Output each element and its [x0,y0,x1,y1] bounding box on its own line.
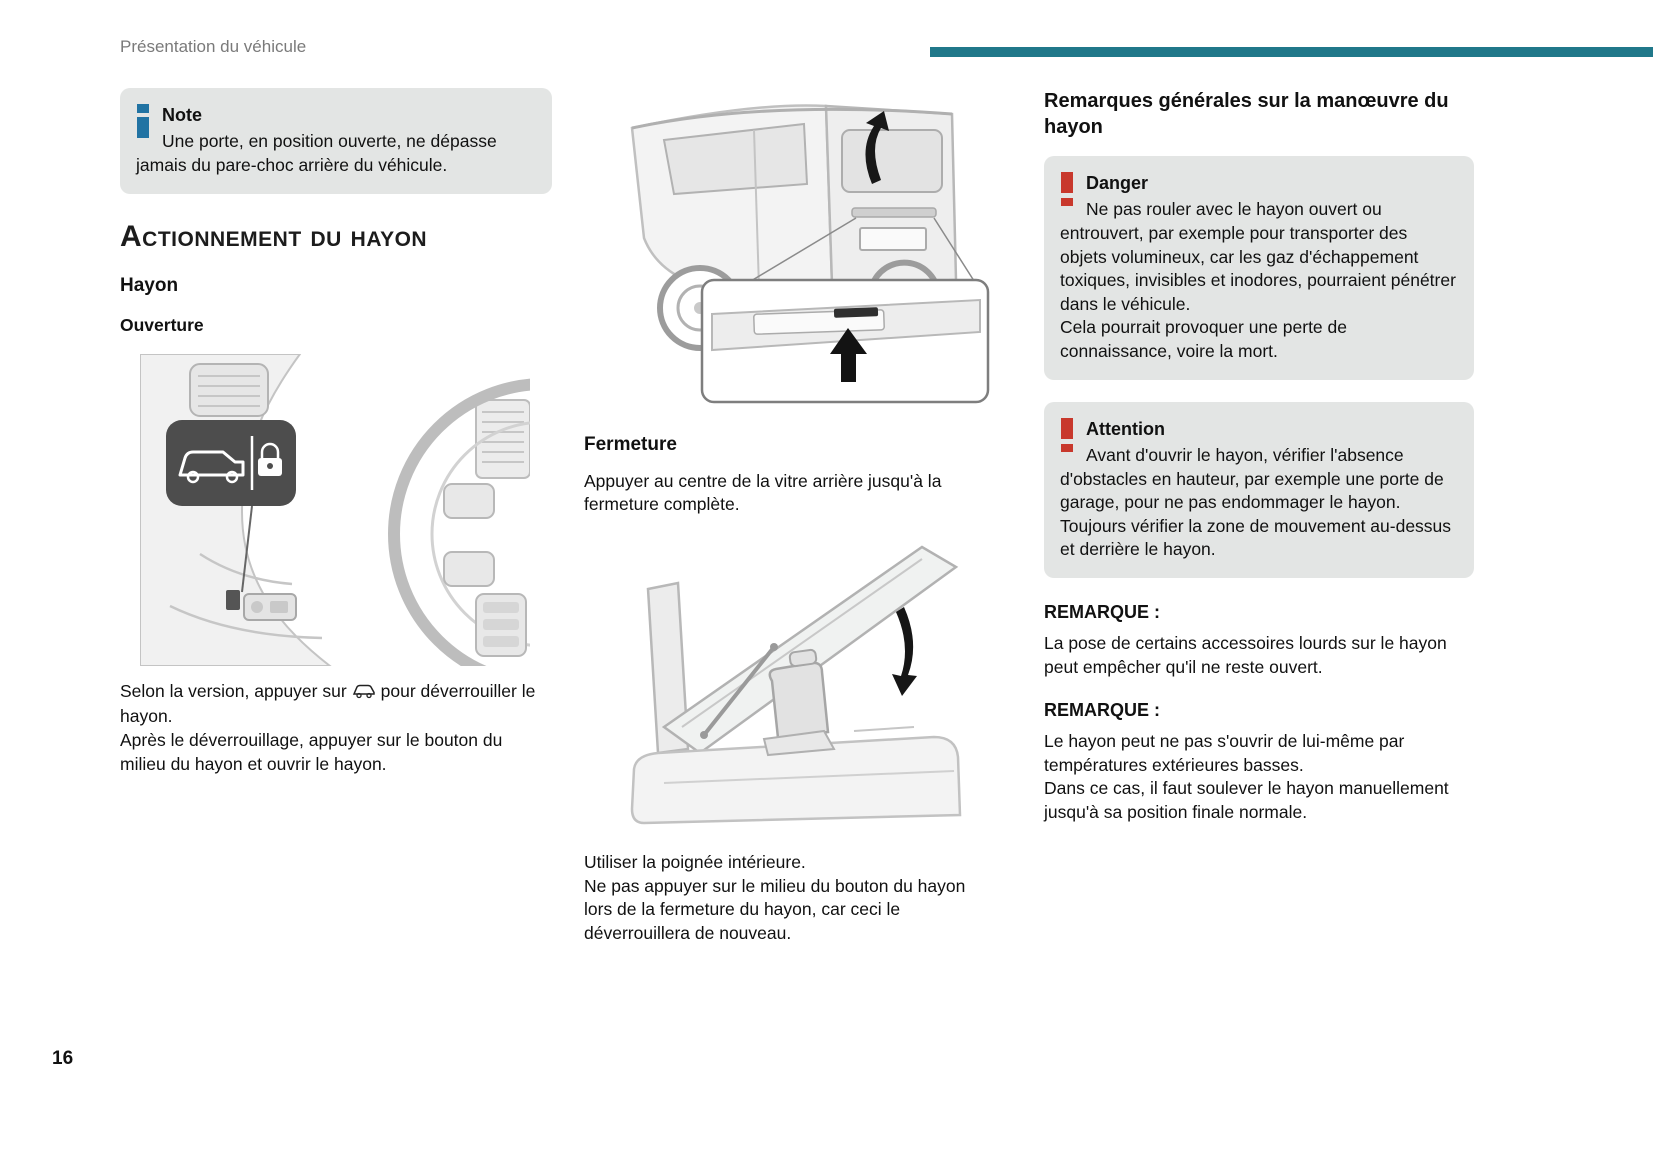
attention-box [1044,402,1474,578]
subheading-ouverture: Ouverture [120,315,204,336]
danger-body-1: Ne pas rouler avec le hayon ouvert ou entrouvert, par exemple pour transporter des objets volumineux, car les gaz d'échappement toxiques, invisibles et inodores, pourraient pénétrer dans le véhicule. [1060,199,1456,314]
page-number: 16 [52,1048,74,1069]
danger-title: Danger [1086,173,1149,193]
opening-text-after-icon: pour déverrouiller le hayon. [120,680,536,727]
inner-handle-paragraph-line2: Ne pas appuyer sur le milieu du bouton du hayon lors de la fermeture du hayon, car ceci le déverrouillera de nouveau. [584,875,966,943]
info-icon [137,104,149,138]
right-column [1044,88,1474,824]
remark-1-label: REMARQUE : [1044,602,1160,623]
danger-box [1044,156,1474,380]
subheading-fermeture: Fermeture [584,434,677,455]
opening-paragraph [120,680,552,729]
danger-body-2: Cela pourrait provoquer une perte de connaissance, voire la mort. [1060,317,1347,362]
close-direction-arrow [892,607,917,696]
closing-paragraph: Appuyer au centre de la vitre arrière jusqu'à la fermeture complète. [584,470,942,515]
attention-title: Attention [1086,418,1165,439]
section-title-actionnement-du-hayon: Actionnement du hayon [120,219,428,253]
note-title: Note [162,105,202,125]
attention-exclamation-icon [1061,418,1073,452]
tailgate-exterior-illustration [604,88,990,420]
note-box [120,88,552,194]
note-body: Une porte, en position ouverte, ne dépasse jamais du pare-choc arrière du véhicule. [136,131,497,175]
left-column [120,88,552,776]
remark-2-body-1: Le hayon peut ne pas s'ouvrir de lui-même par températures extérieures basses. [1044,730,1405,775]
tailgate-unlock-button-icon [352,682,376,706]
danger-exclamation-icon [1061,172,1073,206]
opening-paragraph-line2: Après le déverrouillage, appuyer sur le bouton du milieu du hayon et ouvrir le hayon. [120,730,503,774]
remark-1-body: La pose de certains accessoires lourds sur le hayon peut empêcher qu'il ne reste ouvert. [1044,633,1447,678]
remark-2-label: REMARQUE : [1044,699,1160,720]
tailgate-interior-illustration [604,531,990,843]
accent-bar [930,47,1653,57]
opening-text-before-icon: Selon la version, appuyer sur [120,680,347,701]
remark-2-body-2: Dans ce cas, il faut soulever le hayon manuellement jusqu'à sa position finale normale. [1044,778,1449,822]
middle-column [584,88,990,945]
door-panel-illustration [140,354,552,666]
attention-body: Avant d'ouvrir le hayon, vérifier l'absence d'obstacles en hauteur, par exemple une porte de garage, pour ne pas endommager le hayon. Toujours vérifier la zone de mouvement au-dessus et derrière le hayon. [1060,444,1452,560]
running-header: Présentation du véhicule [120,37,307,56]
section-title-remarques-generales: Remarques générales sur la manœuvre du hayon [1044,90,1449,138]
subheading-hayon: Hayon [120,274,179,296]
inner-handle-paragraph-line1: Utiliser la poignée intérieure. [584,851,806,872]
